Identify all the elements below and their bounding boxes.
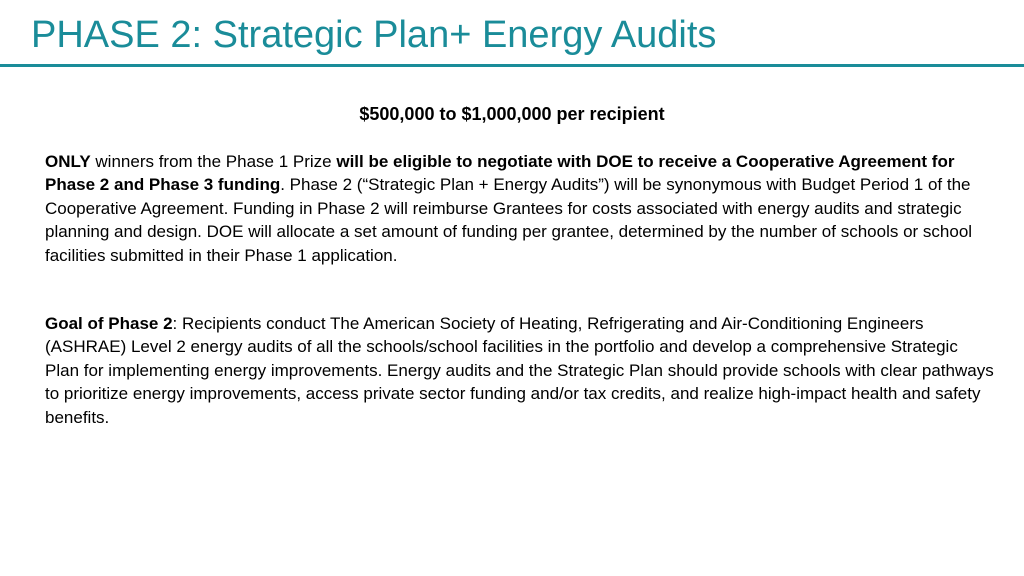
slide-title: PHASE 2: Strategic Plan+ Energy Audits [31, 14, 717, 56]
goal-label: Goal of Phase 2 [45, 314, 173, 333]
eligibility-text-2: . Phase 2 (“Strategic Plan + Energy Audits”) will be synonymous with Budget Period 1 of the Cooperative Agreement. Funding in Phase 2 will reimburse Grantees for costs associated with energy audits and strategic planning and design. DOE will allocate a set amount of funding per grantee, determined by the number of schools or school facilities submitted in their Phase 1 application. [45, 175, 973, 265]
funding-range-heading: $500,000 to $1,000,000 per recipient [359, 104, 665, 124]
goal-text: : Recipients conduct The American Society of Heating, Refrigerating and Air-Conditioning Engineers (ASHRAE) Level 2 energy audits of all the schools/school facilities in the portfolio and develop a comprehensive Strategic Plan for implementing energy improvements. Energy audits and the Strategic Plan should provide schools with clear pathways to prioritize energy improvements, access private sector funding and/or tax credits, and realize high-impact health and safety benefits. [45, 314, 994, 427]
eligibility-emphasis: will be eligible to negotiate with DOE to receive a Cooperative Agreement for Phase 2 and Phase 3 funding [45, 152, 955, 195]
title-divider [0, 64, 1024, 67]
only-emphasis: ONLY [45, 152, 91, 171]
eligibility-paragraph [45, 150, 995, 267]
goal-paragraph [45, 312, 995, 429]
eligibility-text-1: winners from the Phase 1 Prize [90, 152, 337, 171]
